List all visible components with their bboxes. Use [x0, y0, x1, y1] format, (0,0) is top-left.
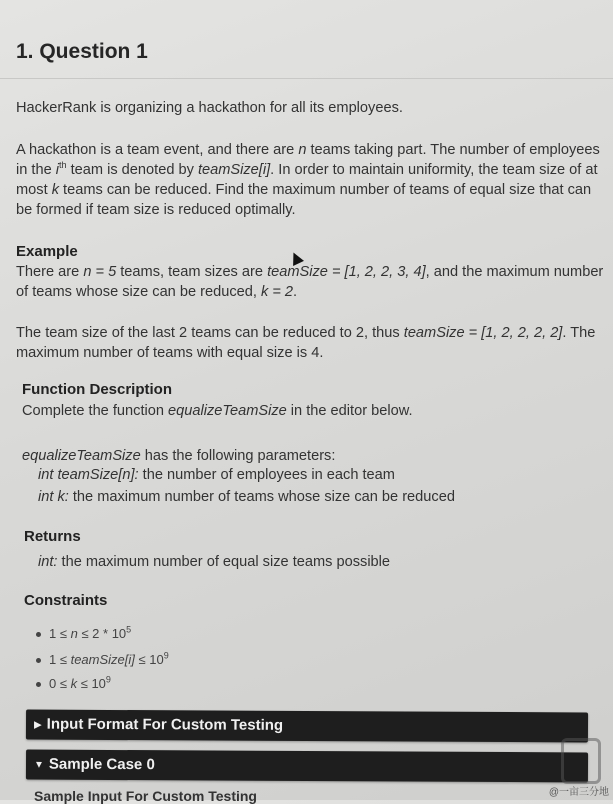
returns-text: int: the maximum number of equal size teams possible	[38, 554, 391, 570]
function-description-heading: Function Description	[22, 381, 172, 398]
problem-description: A hackathon is a team event, and there are n teams taking part. The number of employees in the $i^{th}$ team is denoted by teamSize[i]. In order to maintain uniformity, the team size of at most k teams can be reduced. Find the maximum number of teams of equal size that can be formed if team size is reduced optimally.	[16, 142, 600, 218]
input-format-section-toggle[interactable]: ▶ Input Format For Custom Testing	[26, 710, 588, 743]
sample-case-0-toggle[interactable]: ▼ Sample Case 0	[26, 750, 588, 783]
sample-input-heading: Sample Input For Custom Testing	[34, 788, 257, 804]
constraint-item: 1 ≤ teamSize[i] ≤ $10^9$	[36, 652, 169, 667]
returns-heading: Returns	[24, 528, 81, 545]
parameter-k: int k: the maximum number of teams whose size can be reduced	[38, 489, 455, 505]
watermark-text: @一亩三分地	[548, 787, 609, 798]
constraints-heading: Constraints	[24, 592, 108, 609]
triangle-right-icon: ▶	[33, 719, 42, 731]
function-description-text: Complete the function equalizeTeamSize in the editor below.	[22, 403, 413, 419]
triangle-down-icon: ▼	[33, 759, 44, 771]
constraint-item: $0 \le k \le 10^9$	[36, 676, 111, 691]
constraint-item: $1 \le n \le 2 * 10^5$	[36, 626, 131, 641]
title-divider	[0, 78, 613, 79]
intro-text: HackerRank is organizing a hackathon for all its employees.	[16, 100, 403, 116]
watermark-logo-icon	[561, 738, 601, 784]
parameter-team-size: int teamSize[n]: the number of employees in each team	[38, 467, 395, 483]
bullet-icon	[36, 632, 41, 637]
example-text: There are n = 5 teams, team sizes are teamSize = [1, 2, 2, 3, 4], and the maximum number of teams whose size can be reduced, k = 2.	[16, 264, 604, 300]
bullet-icon	[36, 658, 41, 663]
example-heading: Example	[16, 243, 78, 260]
example-result: The team size of the last 2 teams can be reduced to 2, thus teamSize = [1, 2, 2, 2, 2]. The maximum number of teams with equal size is 4.	[16, 325, 596, 361]
parameters-intro: equalizeTeamSize has the following parameters:	[22, 448, 336, 464]
question-title: 1. Question 1	[16, 40, 148, 63]
bullet-icon	[36, 682, 41, 687]
